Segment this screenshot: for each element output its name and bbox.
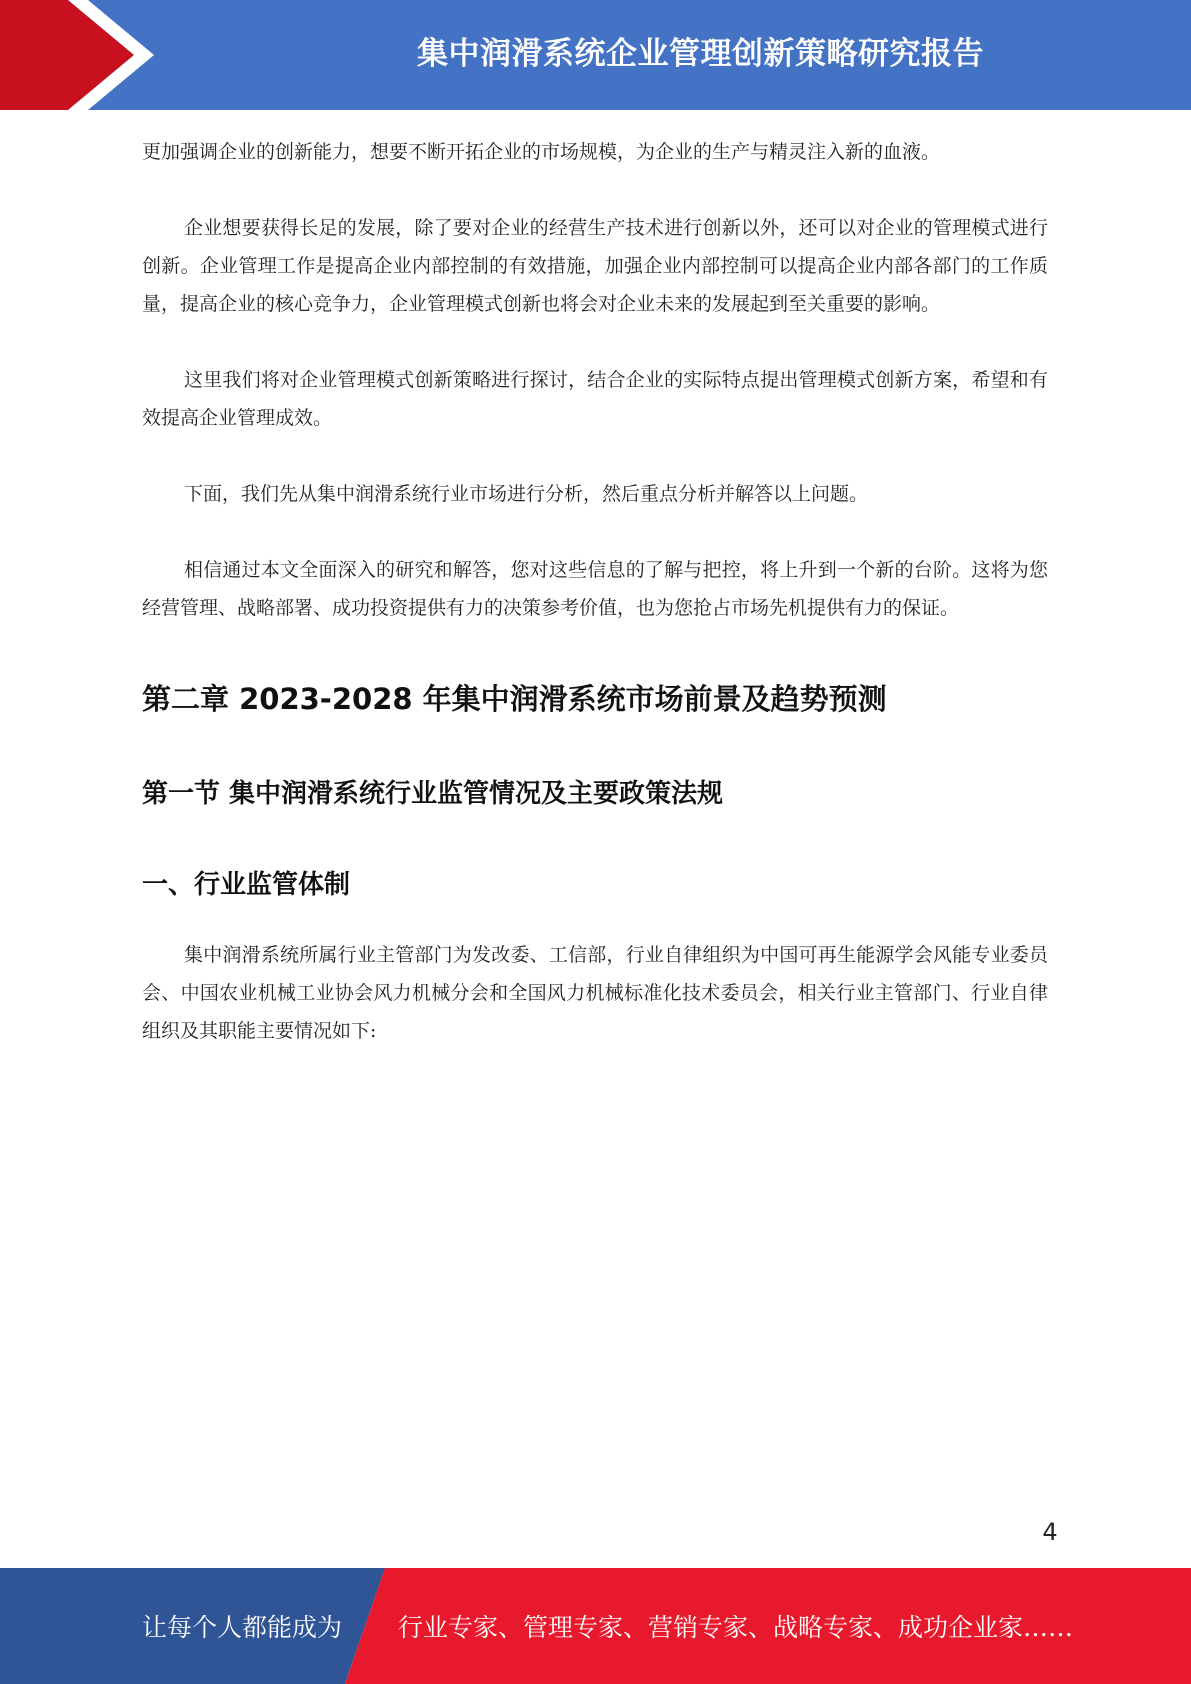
paragraph: 集中润滑系统所属行业主管部门为发改委、工信部，行业自律组织为中国可再生能源学会风能专业委员会、中国农业机械工业协会风力机械分会和全国风力机械标准化技术委员会，相关行业主管部门、行业自律组织及其职能主要情况如下:	[142, 944, 1048, 1042]
paragraph: 企业想要获得长足的发展，除了要对企业的经营生产技术进行创新以外，还可以对企业的管理模式进行创新。企业管理工作是提高企业内部控制的有效措施，加强企业内部控制可以提高企业内部各部门的工作质量，提高企业的核心竞争力，企业管理模式创新也将会对企业未来的发展起到至关重要的影响。	[142, 217, 1048, 315]
footer-banner	[0, 1568, 1191, 1684]
footer-slogan-left: 让每个人都能成为	[142, 1613, 343, 1642]
section-title: 第一节 集中润滑系统行业监管情况及主要政策法规	[142, 779, 724, 809]
report-title: 集中润滑系统企业管理创新策略研究报告	[417, 35, 984, 72]
header-arrow-graphic	[0, 0, 160, 110]
page-number: 4	[1042, 1518, 1058, 1546]
paragraph: 下面，我们先从集中润滑系统行业市场进行分析，然后重点分析并解答以上问题。	[184, 483, 869, 505]
paragraph: 这里我们将对企业管理模式创新策略进行探讨，结合企业的实际特点提出管理模式创新方案，希望和有效提高企业管理成效。	[142, 369, 1048, 429]
chapter-title: 第二章 2023-2028 年集中润滑系统市场前景及趋势预测	[142, 682, 887, 716]
header-arrow-red	[0, 0, 134, 110]
paragraph: 相信通过本文全面深入的研究和解答，您对这些信息的了解与把控，将上升到一个新的台阶。这将为您经营管理、战略部署、成功投资提供有力的决策参考价值，也为您抢占市场先机提供有力的保证。	[142, 559, 1048, 619]
paragraph: 更加强调企业的创新能力，想要不断开拓企业的市场规模，为企业的生产与精灵注入新的血液。	[142, 141, 941, 163]
page-content	[142, 133, 1048, 1088]
footer-slogan-right: 行业专家、管理专家、营销专家、战略专家、成功企业家……	[398, 1613, 1074, 1642]
subsection-title: 一、行业监管体制	[142, 870, 351, 900]
header-banner	[0, 0, 1191, 110]
